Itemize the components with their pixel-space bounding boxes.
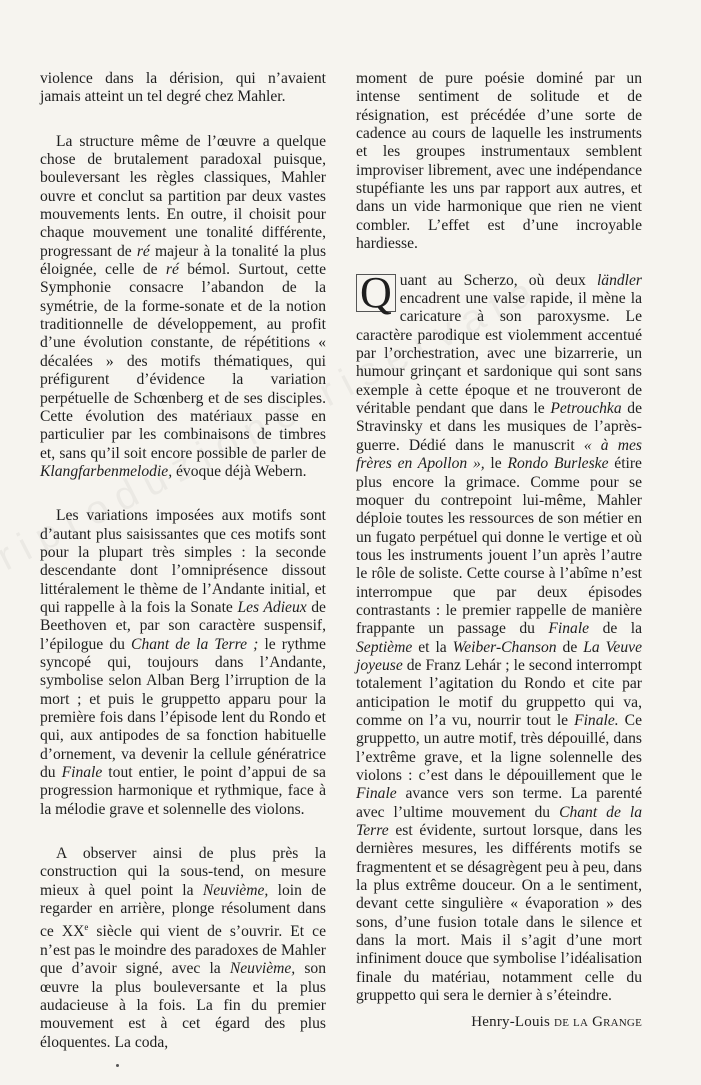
left-column (40, 70, 326, 1052)
paragraph: A observer ainsi de plus près la construction qui la sous-tend, on mesure mieux à quel point la Neuvième, loin de regarder en arrière, plonge résolument dans ce XXe siècle qui vient de s’ouvrir. Et ce n’est pas le moindre des paradoxes de Mahler que d’avoir signé, avec la Neuvième, son œuvre la plus bouleversante et la plus audacieuse à la fois. La fin du premier mouvement est à cet égard des plus éloquentes. La coda, (40, 845, 326, 1051)
paragraph: Les variations imposées aux motifs sont d’autant plus saisissantes que ces motifs sont pour la plupart très simples : la seconde descendante dont l’omniprésence dissout littéralement le thème de l’Andante initial, et qui rappelle à la fois la Sonate Les Adieux de Beethoven et, par son caractère suspensif, l’épilogue du Chant de la Terre ; le rythme syncopé qui, toujours dans l’Andante, symbolise selon Alban Berg l’irruption de la mort ; et puis le gruppetto apparu pour la première fois dans l’épisode lent du Rondo et qui, aux antipodes de sa fonction habituelle d’ornement, va devenir la cellule génératrice du Finale tout entier, le point d’appui de sa progression harmonique et rythmique, face à la mélodie grave et solennelle des violons. (40, 507, 326, 818)
paragraph: Q uant au Scherzo, où deux ländler encadrent une valse rapide, il mène la caricature à son paroxysme. Le caractère parodique est violemment accentué par l’orchestration, avec une bizarrerie, un humour grinçant et sardonique qui sont sans exemple à cette époque et ne trouveront de véritable pendant que dans le Petrouchka de Stravinsky et dans les musiques de l’après-guerre. Dédié dans le manuscrit « à mes frères en Apollon », le Rondo Burleske étire plus encore la grimace. Comme pour se moquer du contrepoint lui-même, Mahler déploie toutes les ressources de son métier en un fugato perpétuel qui donne le vertige et où tous les instruments jouent l’un après l’autre le rôle de soliste. Cette course à l’abîme n’est interrompue que par deux épisodes contrastants : le premier rappelle de manière frappante un passage du Finale de la Septième et la Weiber-Chanson de La Veuve joyeuse de Franz Lehár ; le second interrompt totalement l’agitation du Rondo et cite par anticipation le motif du gruppetto qui va, comme on l’a vu, nourrir tout le Finale. Ce gruppetto, un autre motif, très dépouillé, dans l’extrême grave, et la ligne solennelle des violons : c’est dans le dépouillement que le Finale avance vers son terme. La parenté avec l’ultime mouvement du Chant de la Terre est évidente, surtout lorsque, dans les dernières mesures, les différents motifs se fragmentent et se désagrègent peu à peu, dans la plus extrême douceur. On a le sentiment, devant cette singulière « évaporation » des sons, d’une fusion totale dans le silence et dans la mort. Mais il s’agit d’une mort infiniment douce que symbolise l’idéalisation finale du matériau, notamment celle du gruppetto qui sera le dernier à s’éteindre. (356, 267, 642, 1005)
paragraph: violence dans la dérision, qui n’avaient jamais atteint un tel degré chez Mahler. (40, 70, 326, 106)
paragraph: moment de pure poésie dominé par un intense sentiment de solitude et de résignation, est précédée d’une sorte de cadence au cours de laquelle les instruments et les groupes instrumentaux semblent improviser librement, avec une indépendance stupéfiante les uns par rapport aux autres, et dans un vide harmonique que rien ne vient combler. L’effet est d’une incroyable hardiesse. (356, 70, 642, 253)
paragraph: La structure même de l’œuvre a quelque chose de brutalement paradoxal puisque, bouleversant les règles classiques, Mahler ouvre et conclut sa partition par deux vastes mouvements lents. En outre, il choisit pour chaque mouvement une tonalité différente, progressant de ré majeur à la tonalité la plus éloignée, celle de ré bémol. Surtout, cette Symphonie consacre l’abandon de la symétrie, de la forme-sonate et de la notion traditionnelle de développement, au profit d’une évolution constante, de répétitions « décalées » des motifs thématiques, qui préfigurent d’évidence la variation perpétuelle de Schœnberg et de ses disciples. Cette évolution des matériaux passe en particulier par les combinaisons de timbres et, sans qu’il soit encore possible de parler de Klangfarbenmelodie, évoque déjà Webern. (40, 132, 327, 480)
drop-cap: Q (356, 274, 396, 312)
print-speck (116, 1064, 119, 1067)
author-signature: Henry-Louis de la Grange (471, 1014, 642, 1031)
right-column (356, 70, 642, 1047)
